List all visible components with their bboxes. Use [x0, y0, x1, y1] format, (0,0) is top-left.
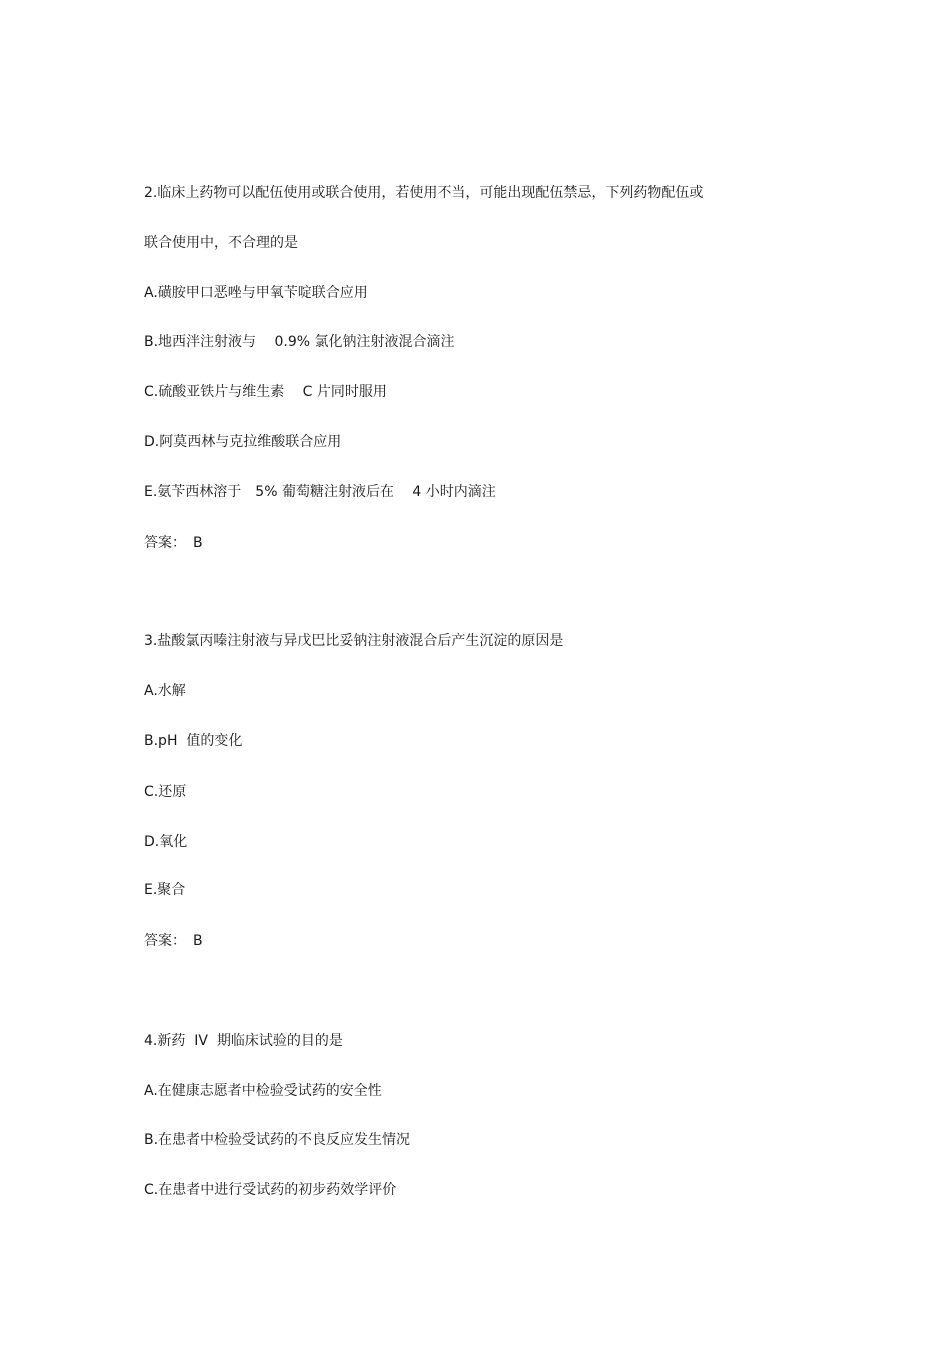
option-c: C.硫酸亚铁片与维生素 C 片同时服用 — [144, 384, 387, 400]
question-stem: 4.新药 IV 期临床试验的目的是 — [144, 1033, 343, 1049]
option-a: A.在健康志愿者中检验受试药的安全性 — [144, 1083, 382, 1099]
option-c: C.还原 — [144, 784, 187, 800]
option-b: B.地西泮注射液与 0.9% 氯化钠注射液混合滴注 — [144, 334, 455, 350]
option-e: E.聚合 — [144, 882, 186, 898]
option-d: D.阿莫西林与克拉维酸联合应用 — [144, 434, 342, 450]
option-b: B.pH 值的变化 — [144, 733, 243, 749]
option-d: D.氧化 — [144, 834, 188, 850]
answer: 答案： B — [144, 535, 203, 551]
question-stem: 2.临床上药物可以配伍使用或联合使用，若使用不当，可能出现配伍禁忌，下列药物配伍或 — [144, 185, 704, 201]
option-b: B.在患者中检验受试药的不良反应发生情况 — [144, 1132, 411, 1148]
question-stem: 3.盐酸氯丙嗪注射液与异戊巴比妥钠注射液混合后产生沉淀的原因是 — [144, 633, 564, 649]
option-a: A.磺胺甲口恶唑与甲氧苄啶联合应用 — [144, 285, 368, 301]
question-stem: 联合使用中，不合理的是 — [144, 235, 298, 251]
option-c: C.在患者中进行受试药的初步药效学评价 — [144, 1182, 397, 1198]
option-e: E.氨苄西林溶于 5% 葡萄糖注射液后在 4 小时内滴注 — [144, 484, 496, 500]
answer: 答案： B — [144, 933, 203, 949]
option-a: A.水解 — [144, 683, 186, 699]
